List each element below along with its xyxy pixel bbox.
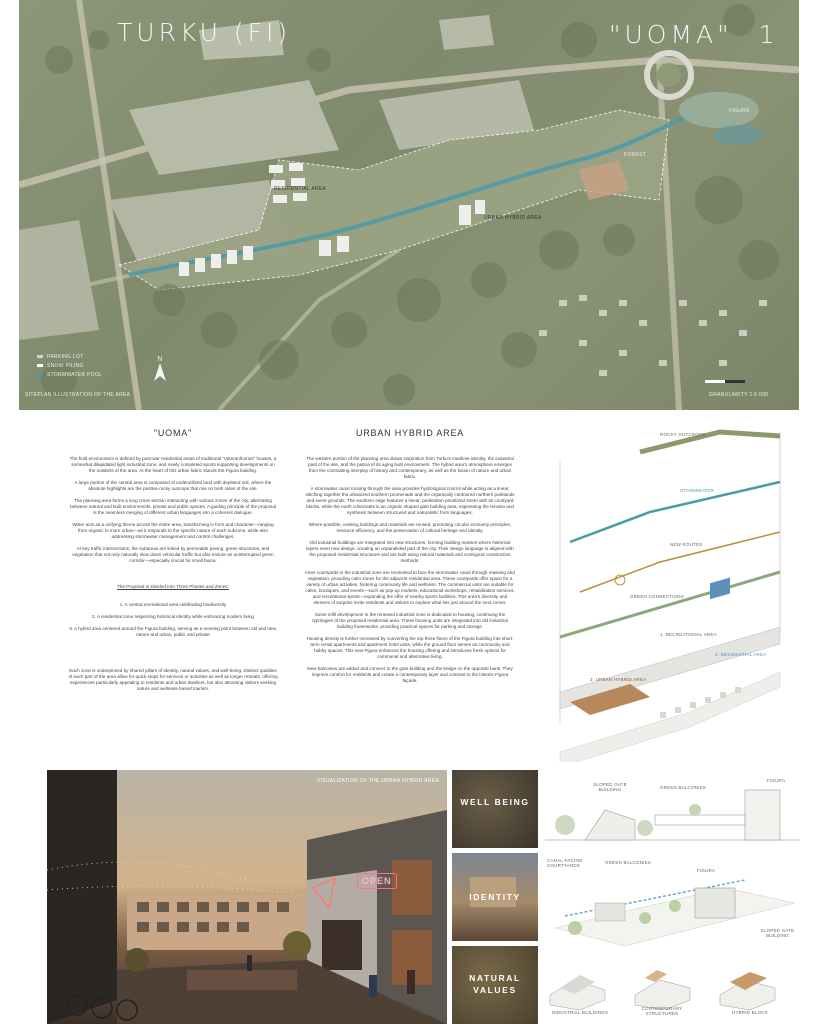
label-figura: FIGURA [729,108,750,114]
typology-diagram [545,950,800,1024]
scale-bar [705,380,745,383]
col1-para-1: The built environment is defined by post-war residential areas of traditional "Veteranhomes" houses, a somewhat dilapidated light industrial zone, and newly completed sports supporting developments on the outskirts of the area. At the heart of this urban fabric stands the Figura building. [69,456,277,473]
map-legend [37,352,102,379]
col1-para-5: At key traffic intersections, the subareas are linked by permeable paving, green structures, and vegetation that not only naturally slow down vehicular traffic but also ensure an uninterrupted green corridor—especially crucial for small fauna. [72,546,274,563]
col2-para-3: Where possible, existing buildings and materials are reused, promoting circular economy principles, resource efficiency, and the preservation of cultural heritage and identity. [308,522,512,533]
d3-hybrid: HYBRID BLOCK [732,1010,768,1015]
col1-para-3: The planning area forms a long cross section interacting with various zones of the city, alternating between natural and built environments, private and public spaces. A guiding principle of the proposal is the seamless merging of different urban languages into a coherent dialogue. [70,498,276,515]
tile-well-being-label: WELL BEING [460,797,530,807]
col1-para-2: A large portion of the central area is composed of underutilized land with depleted soil, where the absolute highlights are the pristine rocky outcrops that rise on both sides of the site. [74,480,272,491]
col2-para-7: Housing density is further increased by converting the top three floors of the Figura building into short-term rental apartments and apartment hotel units, while the ground floor serves as community and hobby spaces. This new Figura enhances the housing offering and introduces fresh options for communal and alternative living. [306,636,514,659]
project-name: "UOMA" [609,20,733,49]
col1-title: "UOMA" [153,428,193,438]
axonometric-diagram [545,858,800,948]
typology-drawing [545,950,800,1010]
d1-balconies: GREEN BALCONIES [660,785,707,790]
scale-label: GRANULARITY 1:6 000 [709,392,769,398]
north-arrow [154,356,166,386]
parking-swatch [37,355,43,358]
north-label: N [157,356,163,363]
tile-well-being [452,770,538,848]
north-arrow-icon [154,363,166,381]
col2-para-5: Inner courtyards in the industrial zone are reoriented to face the stormwater canal through massing and vegetation, providing calm zones for the adjacent residential area. These courtyards offer space for a variety of urban activities, fostering community life and wellness. The commercial units are suitable for cafes, boutiques, and events—such as pop-up markets, educational workshops, rehabilitation services, and recreational sports—expanding the offer of nearby sports facilities. This area's diversity and element of surprise invite residents and visitors to explore what lies just around the next corner. [305,570,515,605]
legend-snow: SNOW PILING [47,362,84,369]
snow-swatch [37,364,43,367]
section-drawing [545,770,800,850]
d3-contemporary: CONTEMPORARY STRUCTURES [641,1006,683,1016]
d1-figura: FIGURA [767,778,786,783]
tile-natural-values [452,946,538,1024]
visualization-caption: VISUALIZATION OF THE URBAN HYBRID AREA [316,778,439,784]
layer-routes: NEW ROUTES [670,542,703,547]
col2-para-8: New balconies are added and connect to the gate building and the bridge on the opposite bank. They improve comfort for residents and create a contemporary layer and contrast to the historic Figura façade. [307,666,513,683]
stormwater-swatch [37,373,43,376]
col2-para-4: Old industrial buildings are integrated into new structures, forming building masses where historical layers meet new design, creating an unparalleled part of the city. Their design language is aligned with the proposed residential structures and are built using natural materials and ecological construction methods. [306,540,514,563]
tile-identity-label: IDENTITY [469,892,521,902]
tile-natural-values-label: NATURAL VALUES [469,973,521,995]
phase-1: 1. A central recreational area celebrating biodiversity [119,602,227,607]
visualization-render [47,770,447,1024]
d2-courtyards: CANAL-FACING COURTYARDS [547,858,583,868]
legend-stormwater: STORMWATER POOL [47,371,103,378]
d3-industrial: INDUSTRIAL BUILDINGS [551,1010,609,1015]
project-number: 1 [758,20,779,49]
project-title [609,20,779,49]
layer-recreational: 1. RECREATIONAL AREA [660,632,717,637]
tile-identity [452,853,538,941]
d2-gate: SLOPED GATE BUILDING [760,928,795,938]
open-neon-sign: OPEN [357,873,397,889]
site-plan-drawing [19,0,799,410]
phase-3: 3. A hybrid area centered around the Figura building, serving as a meeting point between old and new, nature and urban, public and private [69,626,277,637]
text-column-hybrid [305,428,515,690]
col2-para-2: A stormwater canal running through the area provides hydrological control while acting as a linear, stitching together the urbanized southern promenade and the organically contoured northern parklands and event grounds. The southern edge features a linear, pedestrian-prioritized street with its courtyard blocks, while the north culminates in an organic shaped gate building area, expressing the tension and synthesis between structured and naturalistic form languages. [305,486,515,515]
d1-gate: SLOPED GATE BUILDING [593,782,627,792]
phase-2: 2. A residential zone respecting historical identity while embracing modern living [92,614,254,619]
col2-para-1: The western portion of the planning area draws inspiration from Turku's maritime identity, the industrial past of the site, and the patina of its aging built environment. The hybrid area's atmosphere emerges from the contrasting interplay of history and contemporary, as well as the fusion of nature and urban fabric. [306,456,514,479]
legend-parking: PARKING LOT [47,353,84,360]
d2-balconies: GREEN BALCONIES [605,860,652,865]
section-diagram [545,770,800,850]
layer-hybrid: 3. URBAN HYBRID AREA [590,677,647,682]
layer-stack-drawing [540,422,800,762]
layer-rocky: ROCKY OUTCROPS [660,432,706,437]
layer-green: GREEN CONNECTIONS [630,594,684,599]
city-title: TURKU (FI) [117,18,292,47]
col2-title: URBAN HYBRID AREA [355,428,465,438]
col1-closing: Each zone is underpinned by shared pillars of identity, natural values, and well-being. Distinct qualities of each part of the area allow for quick stops for services or activities as well as longer retreats, offering experiences particularly appealing to residents and urban dwellers, but also attracting visitors seeking nature and wellness-based tourism. [68,668,278,691]
text-column-uoma [68,428,278,698]
layer-stormwater: STORMWATER [680,488,714,493]
visualization-drawing [47,770,447,1024]
scale-bar-graphic [705,380,745,383]
site-plan-caption: SITEPLAN ILLUSTRATION OF THE AREA [25,392,131,398]
col1-para-4: Water acts as a unifying theme across the entire area, transforming in form and character—ranging from organic to more urban—as it responds to the specific nature of each subzone, while also addressing stormwater management and control challenges. [72,522,274,539]
layer-axonometry [540,422,800,762]
label-hybrid: URBAN HYBRID AREA [484,215,542,221]
site-plan [19,0,799,410]
layer-residential: 2. RESIDENTIAL AREA [715,652,767,657]
label-residential: RESIDENTIAL AREA [274,186,327,192]
label-forest: FOREST [624,152,647,158]
col2-para-6: Some infill development in the renewed industrial zone is dedicated to housing, continuing the typologies of the proposed residential area. These housing units are integrated into old industrial building frameworks, providing practical spaces for parking and storage. [312,612,508,629]
d2-figura: FIGURA [697,868,716,873]
phases-title: The Proposal Is Divided Into Three Phases and Zones: [117,584,229,589]
